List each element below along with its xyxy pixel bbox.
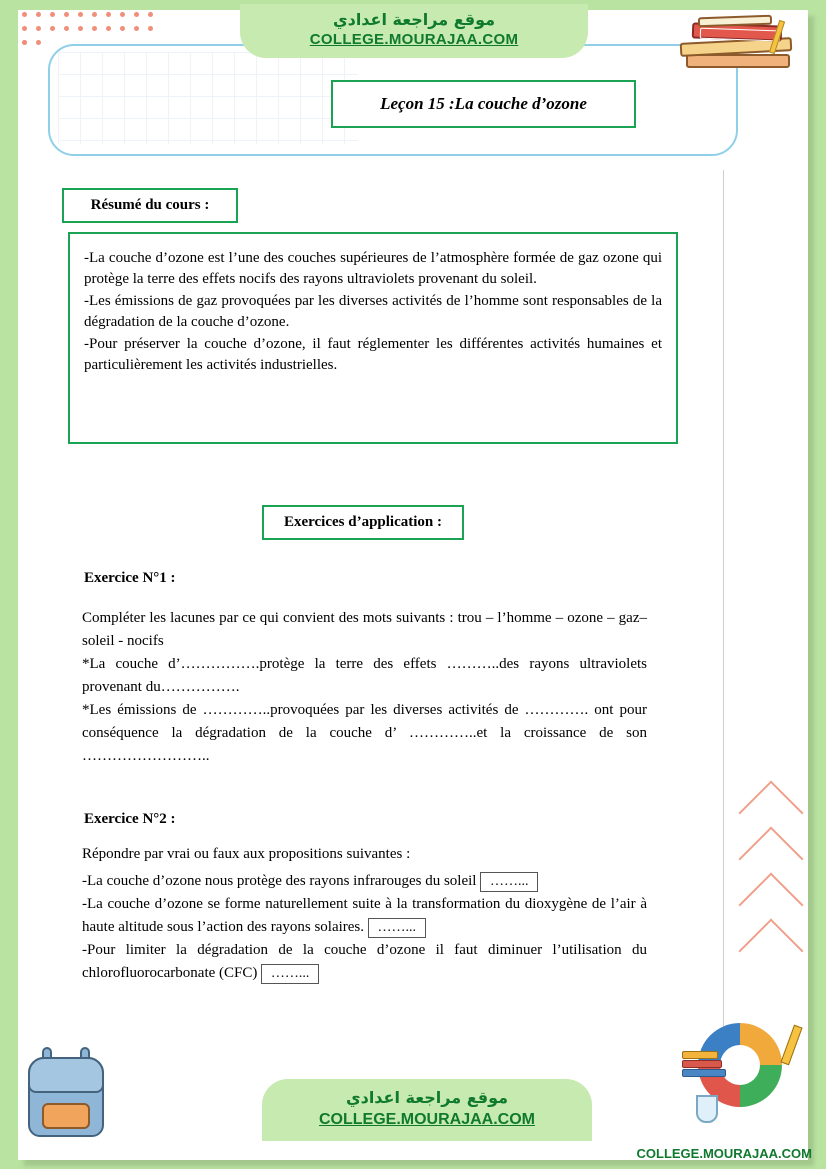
answer-field[interactable]: ……...: [480, 872, 538, 892]
resume-line: -La couche d’ozone est l’une des couches supérieures de l’atmosphère formée de gaz ozone qui protège la terre des effets nocifs des rayons ultraviolets provenant du soleil.: [84, 250, 662, 287]
exercise-2-item-text: -Pour limiter la dégradation de la couche d’ozone il faut diminuer l’utilisation du chlorofluorocarbonate (CFC): [82, 942, 647, 981]
resume-line: -Pour préserver la couche d’ozone, il faut réglementer les différentes activités humaines et particulièrement les activités industrielles.: [84, 336, 662, 373]
site-header-banner: [240, 4, 588, 58]
section-label-exercises: [262, 505, 464, 540]
school-supplies-icon: [682, 1007, 798, 1123]
small-books-icon: [682, 1047, 726, 1081]
exercise-2-intro: Répondre par vrai ou faux aux propositions suivantes :: [82, 846, 411, 862]
answer-field[interactable]: ……...: [368, 918, 426, 938]
site-url-footer[interactable]: COLLEGE.MOURAJAA.COM: [319, 1111, 535, 1128]
exercise-2-body: [82, 843, 647, 985]
exercise-2-item-text: -La couche d’ozone nous protège des rayons infrarouges du soleil: [82, 873, 477, 889]
margin-rule: [723, 170, 724, 1070]
exercise-1-line: *Les émissions de …………..provoquées par les diverses activités de …………. ont pour conséquence la dégradation de la couche d’ …………..et la croissance de son ……………………..: [82, 702, 647, 764]
grid-paper-decoration: [58, 52, 358, 144]
answer-field[interactable]: ……...: [261, 964, 319, 984]
backpack-icon: [18, 1039, 114, 1143]
exercise-1-body: [82, 607, 647, 768]
lesson-title: Leçon 15 :La couche d’ozone: [380, 94, 587, 113]
books-stack-icon: [678, 14, 798, 84]
site-url-corner[interactable]: COLLEGE.MOURAJAA.COM: [636, 1146, 812, 1161]
site-name-arabic: موقع مراجعة اعدادي: [332, 10, 496, 29]
flask-icon: [696, 1095, 718, 1123]
exercise-2-item: [82, 893, 647, 939]
exercise-2-item: [82, 939, 647, 985]
exercise-1-line: Compléter les lacunes par ce qui convient des mots suivants : trou – l’homme – ozone – gaz– soleil - nocifs: [82, 610, 647, 649]
section-label-resume: [62, 188, 238, 223]
resume-content-box: [68, 232, 678, 444]
lesson-title-box: [331, 80, 636, 128]
resume-line: -Les émissions de gaz provoquées par les diverses activités de l’homme sont responsables de la dégradation de la couche d’ozone.: [84, 293, 662, 330]
section-label-resume-text: Résumé du cours :: [90, 197, 210, 213]
site-url-header[interactable]: COLLEGE.MOURAJAA.COM: [309, 31, 519, 48]
exercise-2-item-text: -La couche d’ozone se forme naturellement suite à la transformation du dioxygène de l’air à haute altitude sous l’action des rayons solaires.: [82, 896, 647, 935]
exercise-1-title: Exercice N°1 :: [84, 570, 176, 586]
exercise-2-item: [82, 870, 647, 893]
chevron-decoration: [738, 790, 808, 1020]
exercise-2-title: Exercice N°2 :: [84, 811, 176, 827]
section-label-exercises-text: Exercices d’application :: [283, 514, 443, 530]
site-name-arabic-footer: موقع مراجعة اعدادي: [345, 1088, 509, 1107]
exercise-1-line: *La couche d’…………….protège la terre des effets ………..des rayons ultraviolets provenant du…………….: [82, 656, 647, 695]
site-footer-banner: [262, 1079, 592, 1141]
